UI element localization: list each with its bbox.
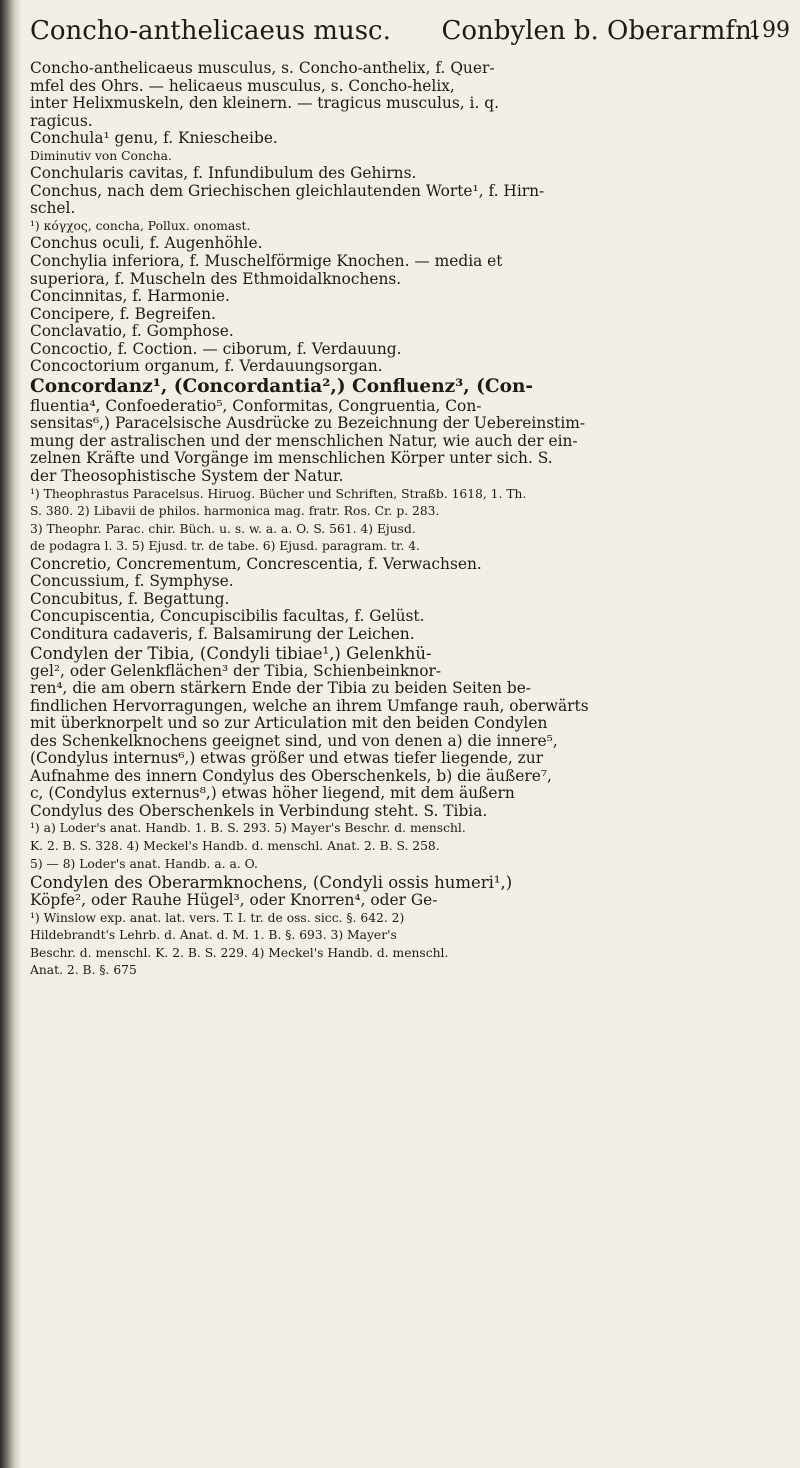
footnote-line: ¹) Theophrastus Paracelsus. Hiruog. Bücher und Schriften, Straßb. 1618, 1. Th. — [30, 486, 527, 501]
text-line: der Theosophistische System der Natur. — [30, 468, 344, 486]
text-line: Concordanz¹, (Concordantia²,) Confluenz³, (Con- — [30, 375, 534, 397]
running-header — [30, 16, 790, 56]
text-line: mfel des Ohrs. — helicaeus musculus, s. Concho-helix, — [30, 77, 455, 95]
footnote-line: 5) — 8) Loder's anat. Handb. a. a. O. — [30, 856, 258, 871]
footnote-line: 3) Theophr. Parac. chir. Büch. u. s. w. a. a. O. S. 561. 4) Ejusd. — [30, 521, 416, 536]
footnote-line: K. 2. B. S. 328. 4) Meckel's Handb. d. menschl. Anat. 2. B. S. 258. — [30, 838, 440, 853]
text-line: ragicus. — [30, 112, 93, 130]
footnote-line: Diminutiv von Concha. — [30, 148, 172, 163]
footnote-line: S. 380. 2) Libavii de philos. harmonica mag. fratr. Ros. Cr. p. 283. — [30, 504, 440, 519]
text-line: Conchus, nach dem Griechischen gleichlautenden Worte¹, f. Hirn- — [30, 182, 545, 200]
footnote-line: ¹) a) Loder's anat. Handb. 1. B. S. 293. 5) Mayer's Beschr. d. menschl. — [30, 821, 466, 836]
footnote-line: Anat. 2. B. §. 675 — [30, 963, 137, 978]
text-line: Condylen des Oberarmknochens, (Condyli ossis humeri¹,) — [30, 873, 513, 893]
page-number: 199 — [748, 18, 790, 43]
text-line: Köpfe², oder Rauhe Hügel³, oder Knorren⁴, oder Ge- — [30, 892, 438, 910]
footnote-line: de podagra l. 3. 5) Ejusd. tr. de tabe. 6) Ejusd. paragram. tr. 4. — [30, 539, 420, 554]
text-line: gel², oder Gelenkflächen³ der Tibia, Schienbeinknor- — [30, 662, 442, 680]
text-line: mung der astralischen und der menschlichen Natur, wie auch der ein- — [30, 432, 578, 450]
text-line: Conchylia inferiora, f. Muschelförmige Knochen. — media et — [30, 253, 503, 271]
text-line: mit überknorpelt und so zur Articulation mit den beiden Condylen — [30, 715, 548, 733]
text-line: Conclavatio, f. Gomphose. — [30, 323, 234, 341]
text-line: Conchula¹ genu, f. Kniescheibe. — [30, 130, 278, 148]
text-line: zelnen Kräfte und Vorgänge im menschlichen Körper unter sich. S. — [30, 450, 553, 468]
text-line: schel. — [30, 200, 76, 218]
text-line: (Condylus internus⁶,) etwas größer und etwas tiefer liegende, zur — [30, 750, 544, 768]
footnote-line: Hildebrandt's Lehrb. d. Anat. d. M. 1. B. §. 693. 3) Mayer's — [30, 928, 397, 943]
text-line: Concho-anthelicaeus musculus, s. Concho-anthelix, f. Quer- — [30, 60, 495, 77]
entry-text-column — [30, 60, 782, 980]
text-line: Concipere, f. Begreifen. — [30, 305, 216, 323]
text-line: Concubitus, f. Begattung. — [30, 590, 230, 608]
text-line: Concupiscentia, Concupiscibilis facultas, f. Gelüst. — [30, 608, 425, 626]
header-right-entry: Conbylen b. Oberarmfn. — [441, 16, 760, 46]
footnote-line: Beschr. d. menschl. K. 2. B. S. 229. 4) Meckel's Handb. d. menschl. — [30, 945, 449, 960]
text-line: des Schenkelknochens geeignet sind, und von denen a) die innere⁵, — [30, 732, 558, 750]
text-line: Concoctio, f. Coction. — ciborum, f. Verdauung. — [30, 340, 402, 358]
text-line: Condylen der Tibia, (Condyli tibiae¹,) Gelenkhü- — [30, 643, 432, 663]
text-line: Concoctorium organum, f. Verdauungsorgan. — [30, 358, 383, 376]
text-line: Conchus oculi, f. Augenhöhle. — [30, 235, 263, 253]
text-line: ren⁴, die am obern stärkern Ende der Tibia zu beiden Seiten be- — [30, 680, 531, 698]
text-line: Condylus des Oberschenkels in Verbindung steht. S. Tibia. — [30, 802, 488, 820]
text-line: inter Helixmuskeln, den kleinern. — tragicus musculus, i. q. — [30, 95, 500, 113]
text-line: superiora, f. Muscheln des Ethmoidalknochens. — [30, 270, 402, 288]
header-left-entry: Concho-anthelicaeus musc. — [30, 16, 391, 46]
text-line: c, (Condylus externus⁸,) etwas höher liegend, mit dem äußern — [30, 785, 515, 803]
book-gutter-shadow — [0, 0, 22, 1468]
footnote-line: ¹) κόγχος, concha, Pollux. onomast. — [30, 218, 251, 233]
text-line: Concussium, f. Symphyse. — [30, 573, 234, 591]
text-line: Aufnahme des innern Condylus des Oberschenkels, b) die äußere⁷, — [30, 767, 552, 785]
text-line: Concinnitas, f. Harmonie. — [30, 288, 230, 306]
text-line: Conditura cadaveris, f. Balsamirung der Leichen. — [30, 625, 415, 643]
text-line: findlichen Hervorragungen, welche an ihrem Umfange rauh, oberwärts — [30, 697, 589, 715]
text-line: fluentia⁴, Confoederatio⁵, Conformitas, Congruentia, Con- — [30, 397, 482, 415]
text-line: sensitas⁶,) Paracelsische Ausdrücke zu Bezeichnung der Uebereinstim- — [30, 415, 586, 433]
text-line: Conchularis cavitas, f. Infundibulum des Gehirns. — [30, 165, 417, 183]
text-line: Concretio, Concrementum, Concrescentia, f. Verwachsen. — [30, 555, 482, 573]
footnote-line: ¹) Winslow exp. anat. lat. vers. T. I. tr. de oss. sicc. §. 642. 2) — [30, 910, 405, 925]
